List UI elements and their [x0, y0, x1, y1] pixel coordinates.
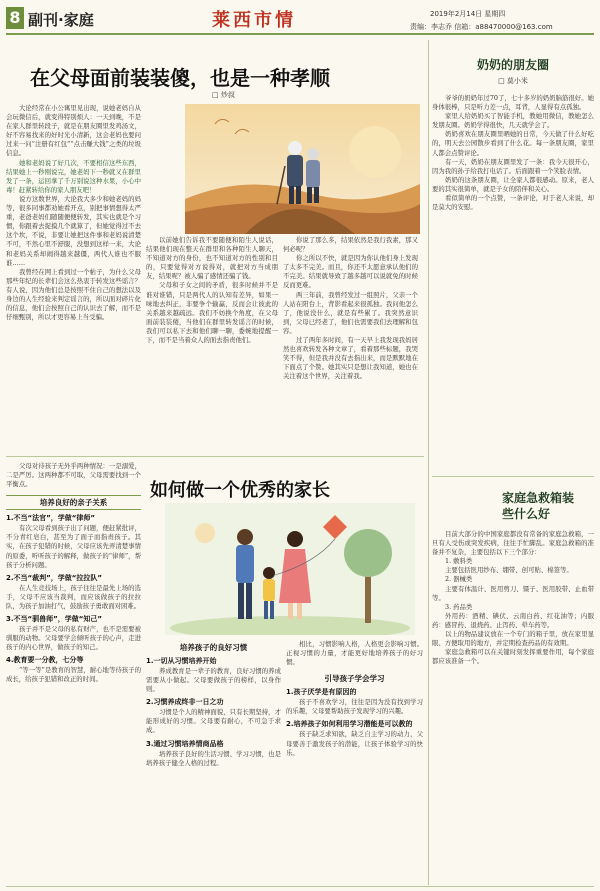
sidebar1-byline: □ 莫小米 — [498, 77, 528, 85]
article3-text: 孩子不喜欢学习，往往是因为没有找到学习的乐趣，父母要帮助孩子发现学习的兴趣。 — [286, 698, 423, 716]
article3-col2-heading: 引导孩子学会学习 — [324, 674, 385, 684]
article3-sub-heading: 3.通过习惯培养情商品格 — [146, 739, 224, 748]
sidebar2-paragraph: 主要包括医用纱布、绷带、创可贴、棉签等。 — [445, 566, 573, 575]
family-illustration — [165, 503, 415, 635]
page-number: 8 — [6, 7, 24, 29]
article1-paragraph: 过了两年多时间，有一天早上我发现我妈居然也喜欢转发各种文章了，看着那些标题，我哭笑不得，但是我并没有去指出来，而是默默地在下面点了个赞。她其实只是想让我知道，她也在关注着这个世界，关注着我。 — [283, 336, 418, 381]
article3-sub-heading: 1.一切从习惯培养开始 — [146, 657, 217, 665]
section-divider — [6, 456, 424, 457]
sidebar1-paragraph: 有一天，奶奶在朋友圈里发了一条：我今天很开心，因为我的孙子给我打电话了。后面跟着一个笑脸表情。 — [432, 157, 594, 175]
section-title: 副刊·家庭 — [28, 11, 94, 29]
article3-sub-heading: 2.培养孩子如何利用学习潜能是可以教的 — [286, 720, 413, 729]
article2-section-text: 有次父母看到孩子出了问题，便赶紧批评，不分青红皂白，甚至为了面子而指责孩子。其实，在孩子犯错的时候，父母应该先弄清楚事情的原委，听听孩子的解释，做孩子的“律师”，帮孩子分析问题。 — [6, 524, 141, 569]
article2-section-heading: 1.不当“法官”，学做“律师” — [6, 514, 95, 523]
article1-byline: □ 炒叔 — [212, 91, 235, 99]
sidebar2-paragraph: 以上的物品建议放在一个专门的箱子里，放在家里显眼、方便取用的地方，并定期检查药品的有效期。 — [432, 630, 594, 648]
sidebar2-title: 家庭急救箱装些什么好 — [502, 491, 575, 521]
article3-col1-heading: 培养孩子的良好习惯 — [179, 643, 248, 652]
article1-paragraph: 你之所以不快，就是因为你认他们身上发现了太多不完美。而且，你还不太愿意承认他们的不完美。结果就导致了越多越可以说就免的时候反而更难。 — [283, 254, 418, 290]
editor-line: 责编：李志乔 信箱：a88470000@163.com — [410, 23, 553, 31]
article2-intro: 父母对待孩子无外乎两种情况：一是溺爱，二是严厉。这两种都不可取，父母需要找到一个平衡点。 — [6, 462, 141, 489]
sidebar1-paragraph: 奶奶喜欢在朋友圈里晒她的日常，今天做了什么好吃的，明天去公园散步看到了什么花。每一条朋友圈，家里人都会点赞评论。 — [432, 130, 594, 157]
sidebar2-paragraph: 1. 敷料类 — [445, 557, 473, 566]
article2-box — [6, 462, 141, 882]
sidebar2-top-rule — [432, 476, 594, 477]
sidebar2-paragraph: 3. 药品类 — [445, 602, 473, 611]
sidebar1-paragraph: 看似简单的一个点赞，一条评论，对于老人来说，却是莫大的安慰。 — [432, 194, 594, 212]
sidebar2-paragraph: 外用药：酒精、碘伏、云南白药、红花油等；内服药：感冒药、退烧药、止泻药、晕车药等。 — [432, 611, 594, 629]
article1-paragraph: 两三年前，我曾经发过一组照片，父亲一个人站在阳台上，背影看起来很孤独。我问他怎么了，他说没什么，就是有些累了。我突然意识到，父母已经老了，他们也需要我们去理解和包容。 — [283, 290, 418, 335]
article1-col1 — [6, 104, 141, 452]
article3-text: 习惯是个人的精神面貌，只有长期坚持，才能形成好的习惯。父母要有耐心，不可急于求成。 — [146, 708, 281, 735]
article3-intro: 相比，习惯影响人格，人格更会影响习惯。正视习惯的力量，才能更好地培养孩子的好习惯。 — [286, 640, 423, 667]
article1-paragraph: 她和老妈说了好几次，不要相信这些东西，结果她上一秒刚说完，她老妈下一秒就又在群里发了一条，运回拿了千万别说这种水果，小心中毒！赶紧转给你的家人朋友吧！ — [6, 158, 141, 194]
article3-text: 培养孩子良好的生活习惯、学习习惯，也是培养孩子健全人格的过程。 — [146, 749, 281, 767]
article1-paragraph: 说方这数世界，大论我大多少和她老妈的妈等，很多同事都劝她看开点，别把事情想得太严重，老爸老妈们随随便便转发，其实也就是个习惯，你跟着去捉摸几个就算了，但她觉得过不去这个坎，不说，非要让她把这件事和老妈说清楚不可，不然心里不舒服，没想到这样一来，大论和老妈关系却闹得越来越僵，两代人谁也不服谁…… — [6, 194, 141, 267]
article2-section-text: “等一等”是教育的智慧，耐心地等待孩子的成长，给孩子犯错和改正的时间。 — [6, 666, 141, 684]
sidebar2-paragraph: 目前大部分的中国家庭都没有常备的家庭急救箱，一旦有人受伤或突发疾病，往往手忙脚乱。家庭急救箱的准备并不复杂，主要包括以下三个部分： — [432, 530, 594, 557]
article3-sub-heading: 2.习惯养成终非一日之功 — [146, 698, 224, 707]
article1-paragraph: 我曾经在网上看到过一个帖子，为什么父母那些年纪的长辈们会这么热衷于转发这些谣言？有人说，因为他们总是按照不住自己的想法以及身边的人生经验来判定谣言的，所以面对碎片化的信息，他们会按照自己的认识去了解，而不是仔细甄别，所以才更容易上当受骗。 — [6, 267, 141, 322]
article1-col2 — [146, 236, 278, 452]
article3-text: 养成教育是一辈子的教育，良好习惯的养成需要从小做起。父母要做孩子的榜样，以身作则。 — [146, 667, 281, 694]
masthead — [0, 0, 600, 40]
sidebar2-paragraph: 家庭急救箱可以在关键时刻发挥重要作用，每个家庭都应该准备一个。 — [432, 648, 594, 666]
sidebar1-title: 奶奶的朋友圈 — [476, 58, 549, 72]
sidebar1 — [432, 44, 594, 474]
article2-title: 如何做一个优秀的家长 — [150, 480, 330, 501]
article2-section-heading: 2.不当“裁判”，学做“拉拉队” — [6, 573, 102, 582]
article1-paragraph: 父母和子女之间的矛盾，很多时候并不是谁对谁错，只是两代人的认知有差异，如果一味地去纠正，非要争个输赢，反而会让彼此的关系越来越疏远。我们不妨换个角度，在父母面前装装傻，当他们在群里转发谣言的时候，我们可以私下去和他们聊一聊，委婉地提醒一下，而不是当着众人的面去指责他们。 — [146, 281, 278, 345]
article1-paragraph: 你说了那么多，结果依然是我行我素，那又何必呢？ — [283, 236, 418, 254]
sidebar1-paragraph: 奶奶的这条朋友圈，让全家人都很感动。原来，老人要的其实很简单，就是子女的陪伴和关心。 — [432, 175, 594, 193]
sidebar2-paragraph: 2. 器械类 — [445, 575, 473, 584]
article3-text: 孩子缺乏求知欲，缺乏自主学习的动力，父母要善于激发孩子的潜能，让孩子体验学习的快乐。 — [286, 730, 423, 757]
sidebar2-paragraph: 主要有体温计、医用剪刀、镊子、医用胶带、止血带等。 — [432, 584, 594, 602]
article2-section-heading: 3.不当“驯兽师”，学做“知己” — [6, 615, 102, 624]
article3-col1 — [146, 640, 281, 883]
elderly-couple-illustration — [185, 104, 420, 234]
page-bottom-rule — [6, 886, 594, 887]
issue-date: 2019年2月14日 星期四 — [430, 10, 506, 18]
article1-paragraph: 以前她们告诉我不要随便和陌生人说话，结果他们现在整天在群里和各种陌生人聊天，不知道对方的身份，也不知道对方的性别和目的，只要觉得对方说得对，就把对方当成朋友，结果呢？被人骗了感情还骗了钱。 — [146, 236, 278, 281]
sidebar1-paragraph: 家里人给奶奶买了智能手机，教她用微信，教她怎么发朋友圈。奶奶学得很快，几天就学会了。 — [432, 112, 594, 130]
article2-section-text: 在人生竞技场上，孩子往往是最先上场的选手，父母不应该当裁判，而应该做孩子的拉拉队，为孩子加油打气，鼓励孩子勇敢面对困难。 — [6, 583, 141, 610]
article1-col3 — [283, 236, 418, 452]
paper-name: 莱西市情 — [212, 10, 296, 31]
sidebar1-paragraph: 爷爷的奶奶年过70了，七十多岁的奶奶脑筋很好。她身体很棒，只是听力差一点，耳背，人显得有点孤独。 — [432, 94, 594, 112]
article1-title: 在父母面前装装傻，也是一种孝顺 — [30, 66, 330, 90]
article2-section-heading: 4.教育要一分教，七分等 — [6, 656, 84, 665]
article2-section-text: 孩子并不是父母的私有财产，也不是需要被驯服的动物。父母要学会倾听孩子的心声，走进孩子的内心世界，做孩子的知己。 — [6, 625, 141, 652]
masthead-rule — [6, 33, 594, 35]
article2-box-title: 培养良好的亲子关系 — [6, 495, 141, 510]
column-divider — [428, 40, 429, 885]
article1-paragraph: 大论经常在小公寓里见出现，说她老妈自从会玩微信后，就变得特别烦人：一天到晚，不是在家人群里转段子，就是在朋友圈里发鸡汤文，好不容易找来的好时光小清新，这会老妈也要问过来一问“注册有红包”“点击赚大钱”之类的垃圾信息。 — [6, 104, 141, 158]
article3-sub-heading: 1.孩子厌学是有原因的 — [286, 688, 357, 697]
article3-col2 — [286, 640, 423, 883]
sidebar2 — [432, 482, 594, 885]
